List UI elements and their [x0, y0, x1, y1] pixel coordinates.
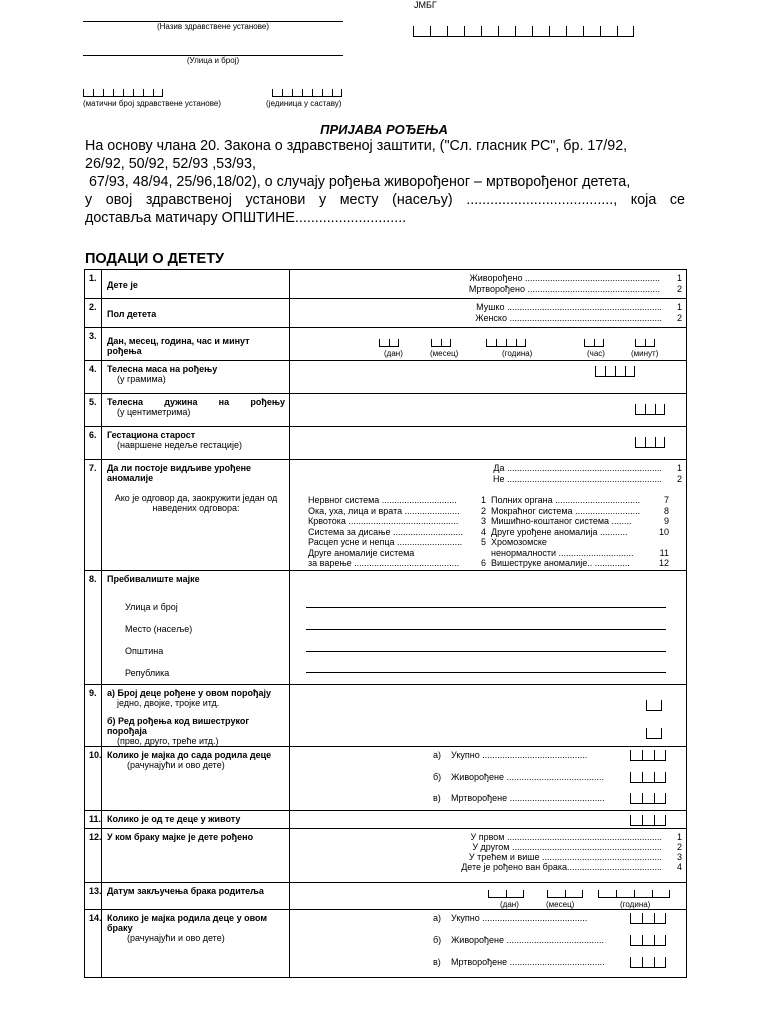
- option-no[interactable]: Не ..............................................................: [492, 474, 662, 484]
- answer-cell[interactable]: [290, 427, 687, 460]
- year-label: (година): [502, 349, 533, 358]
- total-boxes[interactable]: [630, 912, 666, 924]
- question: Пол детета: [102, 299, 290, 328]
- intro-line: На основу члана 20. Закона о здравственој заштити, ("Сл. гласник РС", бр. 17/92,: [85, 138, 628, 154]
- question-cell: [102, 747, 290, 811]
- table-row: [85, 394, 687, 427]
- unit-boxes[interactable]: [272, 88, 342, 97]
- anomaly-option[interactable]: [308, 537, 486, 548]
- anomaly-option[interactable]: [308, 527, 486, 538]
- table-row: [85, 685, 687, 747]
- anomaly-text: Нервног система ..............................: [308, 495, 457, 505]
- option-third-marriage[interactable]: У трећем и више ................................................: [468, 852, 662, 862]
- anomaly-option[interactable]: [491, 495, 669, 506]
- question-cell: [102, 910, 290, 978]
- street-label: (Улица и број): [186, 56, 240, 65]
- anomaly-code: 9: [663, 516, 669, 526]
- option-code: 1: [676, 302, 682, 312]
- anomaly-code: 11: [659, 547, 669, 558]
- question: Гестациона старост: [107, 430, 196, 440]
- anomaly-code: 12: [658, 558, 669, 568]
- anomaly-code: 2: [480, 505, 486, 516]
- option-letter: а): [433, 750, 442, 760]
- intro-paragraph: [85, 137, 685, 227]
- question-cell: [102, 361, 290, 394]
- intro-line: у овој здравственој установи у месту (насељу) ....................................., која се: [85, 192, 685, 208]
- option-code: 2: [676, 284, 682, 294]
- republic-input-line[interactable]: [306, 672, 666, 673]
- hour-label: (час): [587, 349, 605, 358]
- question: Колико је мајка до сада родила деце: [107, 750, 272, 760]
- row-number: 4.: [85, 361, 102, 394]
- day-label: (дан): [500, 900, 519, 909]
- question-sub: Ако је одговор да, заокружити један од наведених одговора:: [114, 493, 278, 513]
- weight-boxes[interactable]: [595, 365, 635, 377]
- table-row: [85, 571, 687, 685]
- option-still: Мртворођене ......................................: [451, 793, 605, 803]
- question: У ком браку мајке је дете рођено: [102, 829, 290, 883]
- anomaly-option[interactable]: [491, 548, 669, 559]
- option-code: 4: [676, 862, 682, 872]
- option-letter: в): [433, 957, 441, 967]
- anomaly-code: 3: [480, 516, 486, 526]
- option-code: 2: [676, 313, 682, 323]
- question: Дан, месец, година, час и минут рођења: [102, 328, 290, 361]
- question-cell: [102, 685, 290, 747]
- live-boxes[interactable]: [630, 771, 666, 783]
- anomaly-option[interactable]: [308, 558, 486, 569]
- hour-boxes[interactable]: [584, 338, 604, 347]
- option-letter: а): [433, 913, 442, 923]
- table-row: [85, 270, 687, 299]
- question: Дете је: [102, 270, 290, 299]
- anomaly-option[interactable]: [491, 506, 669, 517]
- table-row: [85, 328, 687, 361]
- year-boxes[interactable]: [486, 338, 526, 347]
- form-title: ПРИЈАВА РОЂЕЊА: [320, 122, 448, 137]
- table-row: [85, 829, 687, 883]
- question: Да ли постоје видљиве урођене аномалије: [107, 463, 252, 483]
- option-female[interactable]: Женско .............................................................: [475, 313, 662, 323]
- question-cell: [102, 571, 290, 685]
- option-letter: б): [433, 935, 442, 945]
- live-boxes[interactable]: [630, 934, 666, 946]
- question: Телесна дужина на рођењу: [107, 397, 285, 407]
- table-row: [85, 811, 687, 829]
- registry-number-boxes[interactable]: [83, 88, 163, 97]
- anomaly-option[interactable]: [491, 527, 669, 538]
- answer-cell[interactable]: [290, 460, 687, 571]
- jmbg-boxes[interactable]: [413, 25, 634, 37]
- row-number: 7.: [85, 460, 102, 571]
- row-number: 3.: [85, 328, 102, 361]
- option-code: 2: [676, 842, 682, 852]
- child-data-table: [84, 269, 687, 978]
- option-letter: в): [433, 793, 441, 803]
- option-still: Мртворођене ......................................: [451, 957, 605, 967]
- question: Колико је мајка родила деце у овом браку: [107, 913, 268, 933]
- alive-boxes[interactable]: [630, 814, 666, 826]
- option-code: 3: [676, 852, 682, 862]
- question-sub: (у центиметрима): [117, 407, 191, 417]
- anomaly-list-left: [308, 495, 486, 569]
- day-label: (дан): [384, 349, 403, 358]
- question: Телесна маса на рођењу: [107, 364, 218, 374]
- street-input-line[interactable]: [306, 607, 666, 608]
- intro-line: 26/92, 50/92, 52/93 ,53/93,: [85, 156, 256, 172]
- row-number: 10.: [85, 747, 102, 811]
- intro-line: доставља матичару ОПШТИНЕ............................: [85, 210, 407, 226]
- children-in-birth-box[interactable]: [646, 699, 662, 711]
- option-total: Укупно ..........................................: [451, 913, 588, 923]
- anomaly-option[interactable]: [491, 537, 669, 548]
- place-label: Место (насеље): [125, 624, 193, 634]
- option-letter: б): [433, 772, 442, 782]
- marriage-month-boxes[interactable]: [547, 889, 583, 898]
- section-title: ПОДАЦИ О ДЕТЕТУ: [85, 251, 225, 267]
- unit-label: (јединица у саставу): [266, 99, 342, 108]
- anomaly-text: Полних органа ..................................: [491, 495, 641, 505]
- option-total: Укупно ..........................................: [451, 750, 588, 760]
- anomaly-text: за варење ..........................................: [308, 558, 460, 568]
- option-code: 1: [676, 832, 682, 842]
- anomaly-code: 1: [480, 495, 486, 505]
- answer-cell[interactable]: [290, 910, 687, 978]
- answer-cell[interactable]: [290, 361, 687, 394]
- anomaly-text: Хромозомске: [491, 537, 547, 547]
- anomaly-text: Мокраћног система ..........................: [491, 505, 641, 516]
- anomaly-text: Друге урођене аномалија ...........: [491, 526, 628, 537]
- option-code: 1: [676, 273, 682, 283]
- anomaly-code: 4: [480, 526, 486, 537]
- anomaly-option[interactable]: [308, 548, 486, 559]
- row-number: 1.: [85, 270, 102, 299]
- question-sub: (навршене недеље гестације): [117, 440, 242, 450]
- month-label: (месец): [546, 900, 575, 909]
- month-boxes[interactable]: [431, 338, 451, 347]
- row-number: 5.: [85, 394, 102, 427]
- row-number: 11.: [85, 811, 102, 829]
- anomaly-option[interactable]: [308, 495, 486, 506]
- option-out-of-wedlock[interactable]: Дете је рођено ван брака......................................: [461, 862, 662, 872]
- table-row: [85, 361, 687, 394]
- question: б) Ред рођења код вишеструког порођаја: [107, 716, 250, 736]
- option-live: Живорођене .......................................: [451, 935, 605, 945]
- row-number: 13.: [85, 883, 102, 910]
- question-cell: [102, 427, 290, 460]
- question-cell: [102, 460, 290, 571]
- question-sub: (рачунајући и ово дете): [127, 760, 225, 770]
- question: а) Број деце рођене у овом порођају: [107, 688, 272, 698]
- option-code: 1: [676, 463, 682, 473]
- question-sub: (прво, друго, треће итд.): [117, 736, 219, 746]
- anomaly-text: Крвотока ............................................: [308, 516, 459, 526]
- gestation-boxes[interactable]: [635, 436, 665, 448]
- row-number: 12.: [85, 829, 102, 883]
- answer-cell[interactable]: [290, 394, 687, 427]
- table-row: [85, 910, 687, 978]
- table-row: [85, 299, 687, 328]
- row-number: 14.: [85, 910, 102, 978]
- anomaly-text: ненормалности ..............................: [491, 547, 634, 558]
- intro-line: 67/93, 48/94, 25/96,18/02), о случају рођења живорођеног – мртворођеног детета,: [85, 174, 631, 190]
- month-label: (месец): [430, 349, 459, 358]
- anomaly-code: 8: [663, 505, 669, 516]
- jmbg-label: ЈМБГ: [414, 0, 437, 10]
- anomaly-option[interactable]: [308, 506, 486, 517]
- answer-cell[interactable]: [290, 299, 687, 328]
- option-second-marriage[interactable]: У другом ............................................................: [472, 842, 662, 852]
- answer-cell[interactable]: [290, 270, 687, 299]
- anomaly-text: Вишеструке аномалије.. ..............: [491, 558, 630, 568]
- anomaly-code: 10: [658, 526, 669, 537]
- question-cell: [102, 394, 290, 427]
- minute-label: (минут): [631, 349, 659, 358]
- total-boxes[interactable]: [630, 749, 666, 761]
- question: Датум закључења брака родитеља: [102, 883, 290, 910]
- row-number: 8.: [85, 571, 102, 685]
- still-boxes[interactable]: [630, 792, 666, 804]
- table-row: [85, 460, 687, 571]
- anomaly-text: Друге аномалије система: [308, 547, 415, 558]
- option-code: 2: [676, 474, 682, 484]
- anomaly-code: 6: [480, 558, 486, 568]
- street-label: Улица и број: [125, 602, 178, 612]
- answer-cell[interactable]: [290, 829, 687, 883]
- option-yes[interactable]: Да ..............................................................: [493, 463, 662, 473]
- registry-number-label: (матични број здравствене установе): [83, 99, 221, 108]
- row-number: 6.: [85, 427, 102, 460]
- answer-cell[interactable]: [290, 328, 687, 361]
- anomaly-code: 7: [663, 495, 669, 505]
- anomaly-text: Мишићно-коштаног система ........: [491, 516, 632, 526]
- anomaly-option[interactable]: [491, 558, 669, 569]
- answer-cell[interactable]: [290, 747, 687, 811]
- republic-label: Република: [125, 668, 170, 678]
- anomaly-code: 5: [480, 537, 486, 547]
- anomaly-option[interactable]: [308, 516, 486, 527]
- option-still-born[interactable]: Мртворођено .....................................................: [468, 284, 660, 294]
- table-row: [85, 427, 687, 460]
- question-sub: (рачунајући и ово дете): [127, 933, 225, 943]
- birth-order-box[interactable]: [646, 727, 662, 739]
- length-boxes[interactable]: [635, 403, 665, 415]
- municipality-label: Општина: [125, 646, 164, 656]
- anomaly-option[interactable]: [491, 516, 669, 527]
- anomaly-text: Система за дисање ............................: [308, 526, 463, 537]
- still-boxes[interactable]: [630, 956, 666, 968]
- marriage-day-boxes[interactable]: [488, 889, 524, 898]
- minute-boxes[interactable]: [635, 338, 655, 347]
- day-boxes[interactable]: [379, 338, 399, 347]
- question: Колико је од те деце у животу: [102, 811, 290, 829]
- question-sub: (у грамима): [117, 374, 166, 384]
- option-live-born[interactable]: Живорођено ......................................................: [469, 273, 660, 283]
- anomaly-list-right: [491, 495, 669, 569]
- option-first-marriage[interactable]: У првом ..............................................................: [470, 832, 662, 842]
- answer-cell: [290, 571, 687, 685]
- row-number: 2.: [85, 299, 102, 328]
- option-male[interactable]: Мушко ..............................................................: [476, 302, 662, 312]
- table-row: [85, 883, 687, 910]
- address-labels: [125, 596, 285, 684]
- question-sub: једно, двојке, тројке итд.: [117, 698, 220, 708]
- anomaly-text: Ока, уха, лица и врата ......................: [308, 505, 460, 516]
- question: Пребивалиште мајке: [107, 574, 200, 584]
- municipality-input-line[interactable]: [306, 651, 666, 652]
- institution-name-label: (Назив здравствене установе): [156, 22, 270, 31]
- marriage-year-boxes[interactable]: [598, 889, 670, 898]
- row-number: 9.: [85, 685, 102, 747]
- answer-cell[interactable]: [290, 685, 687, 747]
- answer-cell[interactable]: [290, 883, 687, 910]
- option-live: Живорођене .......................................: [451, 772, 605, 782]
- year-label: (година): [620, 900, 651, 909]
- place-input-line[interactable]: [306, 629, 666, 630]
- table-row: [85, 747, 687, 811]
- anomaly-text: Расцеп усне и непца ..........................: [308, 537, 463, 547]
- answer-cell[interactable]: [290, 811, 687, 829]
